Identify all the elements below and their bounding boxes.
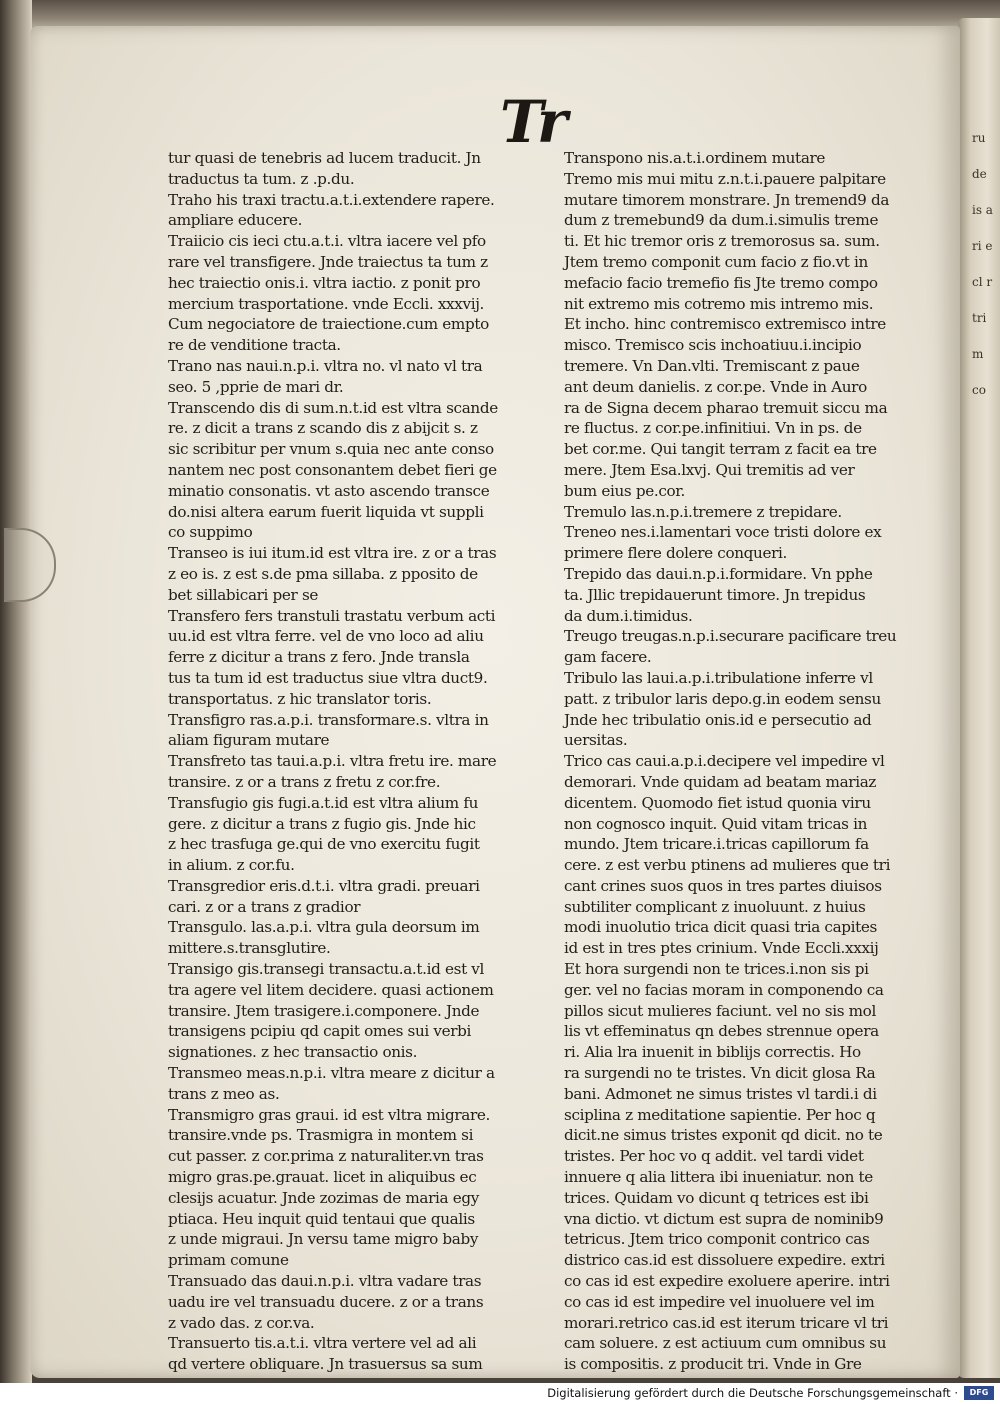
text-line: Transuerto tis.a.t.i. vltra vertere vel ad ali: [168, 1334, 477, 1353]
text-line: Transfreto tas taui.a.p.i. vltra fretu ire. mare: [168, 752, 497, 771]
text-line: transigens pcipiu qd capit omes sui verbi: [168, 1022, 472, 1041]
text-line: re de venditione tracta.: [168, 336, 341, 355]
text-line: subtiliter complicant z inuoluunt. z huius: [564, 897, 866, 916]
text-line: transportatus. z hic translator toris.: [168, 689, 432, 708]
text-line: hec traiectio onis.i. vltra iactio. z ponit pro: [168, 273, 481, 292]
text-line: Transfugio gis fugi.a.t.id est vltra alium fu: [168, 793, 479, 812]
text-line: Jtem tremo componit cum facio z fio.vt in: [564, 252, 868, 271]
text-line: Transfigro ras.a.p.i. transformare.s. vltra in: [168, 710, 489, 729]
text-line: cere. z est verbu ptinens ad mulieres que tri: [564, 856, 891, 875]
text-line: ta. Jllic trepidauerunt timore. Jn trepidus: [564, 585, 866, 604]
text-line: in alium. z cor.fu.: [168, 856, 295, 875]
text-line: co cas id est expedire exoluere aperire. intri: [564, 1272, 890, 1291]
text-line: sic scribitur per vnum s.quia nec ante conso: [168, 440, 494, 459]
text-line: re. z dicit a trans z scando dis z abijcit s. z: [168, 419, 478, 438]
text-line: transire. Jtem trasigere.i.componere. Jnde: [168, 1001, 480, 1020]
text-line: signationes. z hec transactio onis.: [168, 1043, 418, 1062]
text-line: Transmeo meas.n.p.i. vltra meare z dicitur a: [168, 1064, 495, 1083]
text-line: Trico cas caui.a.p.i.decipere vel impedire vl: [564, 752, 885, 771]
text-line: tremere. Vn Dan.vlti. Tremiscant z paue: [564, 356, 860, 375]
text-line: Et hora surgendi non te trices.i.non sis pi: [564, 960, 869, 979]
text-line: nit extremo mis cotremo mis intremo mis.: [564, 294, 874, 313]
text-line: Transpono nis.a.t.i.ordinem mutare: [564, 149, 826, 167]
text-line: Traho his traxi tractu.a.t.i.extendere rapere.: [168, 190, 495, 209]
text-line: z eo is. z est s.de pma sillaba. z pposito de: [168, 564, 478, 583]
text-line: lis vt effeminatus qn debes strennue opera: [564, 1022, 879, 1041]
text-line: uersitas.: [564, 731, 628, 750]
text-line: ferre z dicitur a trans z fero. Jnde transla: [168, 648, 470, 667]
text-line: tur quasi de tenebris ad lucem traducit. Jn: [168, 149, 481, 167]
text-line: id est in tres ptes crinium. Vnde Eccli.xxxij: [564, 939, 879, 958]
text-line: migro gras.pe.grauat. licet in aliquibus ec: [168, 1168, 477, 1187]
text-line: tristes. Per hoc vo q addit. vel tardi videt: [564, 1147, 864, 1166]
text-line: districo cas.id est dissoluere expedire. extri: [564, 1251, 885, 1270]
facing-page-margin-fragment: ru de is a ri e cl r tri m co: [972, 131, 993, 397]
text-line: Transuado das daui.n.p.i. vltra vadare tras: [168, 1272, 482, 1291]
text-line: Et incho. hinc contremisco extremisco intre: [564, 315, 886, 334]
text-line: bet cor.me. Qui tangit terram z facit ea tre: [564, 440, 877, 459]
text-line: tetricus. Jtem trico componit contrico cas: [564, 1230, 870, 1249]
text-line: ger. vel no facias moram in componendo ca: [564, 980, 884, 999]
page-stack-left-edge: [0, 0, 32, 1404]
text-line: uadu ire vel transuadu ducere. z or a trans: [168, 1292, 484, 1311]
text-line: co suppimo: [168, 523, 253, 542]
text-line: Tremo mis mui mitu z.n.t.i.pauere palpitare: [564, 169, 886, 188]
text-line: uu.id est vltra ferre. vel de vno loco ad aliu: [168, 627, 484, 646]
text-line: cut passer. z cor.prima z naturaliter.vn tras: [168, 1147, 484, 1166]
text-line: trans z meo as.: [168, 1084, 280, 1103]
text-line: transire.vnde ps. Trasmigra in montem si: [168, 1126, 474, 1145]
text-line: seo. 5 ,pprie de mari dr.: [168, 377, 344, 396]
text-line: z hec trasfuga ge.qui de vno exercitu fugit: [168, 835, 480, 854]
text-line: ri. Alia lra inuenit in biblijs correctis. Ho: [564, 1043, 861, 1062]
text-line: vna dictio. vt dictum est supra de nominib9: [564, 1209, 884, 1228]
text-line: Jnde hec tribulatio onis.id e persecutio ad: [564, 710, 872, 729]
text-line: cari. z or a trans z gradior: [168, 897, 361, 916]
text-line: is compositis. z producit tri. Vnde in Gre: [564, 1355, 862, 1374]
text-line: mutare timorem monstrare. Jn tremend9 da: [564, 190, 890, 209]
text-line: tus ta tum id est traductus siue vltra duct9.: [168, 668, 488, 687]
text-line: dicit.ne simus tristes exponit qd dicit. no te: [564, 1126, 883, 1145]
text-line: z unde migraui. Jn versu tame migro baby: [168, 1230, 479, 1249]
text-line: minatio consonatis. vt asto ascendo transce: [168, 481, 490, 500]
text-line: gere. z dicitur a trans z fugio gis. Jnde hic: [168, 814, 476, 833]
text-line: modi inuolutio trica dicit quasi tria capites: [564, 918, 877, 937]
right-text-column: [564, 148, 944, 1375]
text-line: Treugo treugas.n.p.i.securare pacificare treu: [564, 627, 897, 646]
text-line: bani. Admonet ne simus tristes vl tardi.i di: [564, 1084, 877, 1103]
text-line: dum z tremebund9 da dum.i.simulis treme: [564, 211, 879, 230]
text-line: transire. z or a trans z fretu z cor.fre.: [168, 772, 441, 791]
text-line: Trepido das daui.n.p.i.formidare. Vn pphe: [564, 564, 873, 583]
text-line: Transigo gis.transegi transactu.a.t.id est vl: [168, 960, 485, 979]
text-line: cant crines suos quos in tres partes diuisos: [564, 876, 882, 895]
running-head-letters: Tr: [500, 88, 566, 156]
text-line: pillos sicut mulieres faciunt. vel no sis mol: [564, 1001, 876, 1020]
text-line: Transfero fers transtuli trastatu verbum acti: [168, 606, 496, 625]
text-line: ptiaca. Heu inquit quid tentaui que qualis: [168, 1209, 475, 1228]
text-line: innuere q alia littera ibi inueniatur. non te: [564, 1168, 873, 1187]
text-line: mere. Jtem Esa.lxvj. Qui tremitis ad ver: [564, 460, 855, 479]
text-line: sciplina z meditatione sapientie. Per hoc q: [564, 1105, 876, 1124]
text-line: non cognosco inquit. Quid vitam tricas in: [564, 814, 868, 833]
text-line: Transgulo. las.a.p.i. vltra gula deorsum im: [168, 918, 480, 937]
text-line: traductus ta tum. z .p.du.: [168, 169, 355, 188]
text-line: misco. Tremisco scis inchoatiuu.i.incipio: [564, 336, 862, 355]
text-line: mercium trasportatione. vnde Eccli. xxxvij.: [168, 294, 485, 313]
text-line: cam soluere. z est actiuum cum omnibus su: [564, 1334, 887, 1353]
text-line: primam comune: [168, 1251, 289, 1270]
text-line: trices. Quidam vo dicunt q tetrices est ibi: [564, 1188, 869, 1207]
text-line: Traiicio cis ieci ctu.a.t.i. vltra iacere vel pfo: [168, 232, 486, 251]
text-line: Transeo is iui itum.id est vltra ire. z or a tras: [168, 544, 497, 563]
text-line: tra agere vel litem decidere. quasi actionem: [168, 980, 494, 999]
text-line: do.nisi altera earum fuerit liquida vt suppli: [168, 502, 484, 521]
text-line: nantem nec post consonantem debet fieri ge: [168, 460, 497, 479]
digitization-credit: Digitalisierung gefördert durch die Deutsche Forschungsgemeinschaft ·: [547, 1386, 958, 1400]
text-line: Transcendo dis di sum.n.t.id est vltra scande: [168, 398, 498, 417]
text-line: Transgredior eris.d.t.i. vltra gradi. preuari: [168, 876, 480, 895]
text-line: qd vertere obliquare. Jn trasuersus sa sum: [168, 1355, 483, 1374]
text-line: ra de Signa decem pharao tremuit siccu ma: [564, 398, 888, 417]
text-line: re fluctus. z cor.pe.infinitiui. Vn in ps. de: [564, 419, 862, 438]
text-line: bet sillabicari per se: [168, 585, 319, 604]
text-line: mundo. Jtem tricare.i.tricas capillorum fa: [564, 835, 869, 854]
text-line: clesijs acuatur. Jnde zozimas de maria egy: [168, 1188, 479, 1207]
text-line: demorari. Vnde quidam ad beatam mariaz: [564, 772, 877, 791]
text-line: Treneo nes.i.lamentari voce tristi dolore ex: [564, 523, 882, 542]
text-line: morari.retrico cas.id est iterum tricare vl tri: [564, 1313, 889, 1332]
text-line: mefacio facio tremefio fis Jte tremo compo: [564, 273, 878, 292]
text-line: da dum.i.timidus.: [564, 606, 693, 625]
text-line: Tremulo las.n.p.i.tremere z trepidare.: [564, 502, 842, 521]
text-line: primere flere dolere conqueri.: [564, 544, 788, 563]
text-line: rare vel transfigere. Jnde traiectus ta tum z: [168, 252, 488, 271]
text-line: bum eius pe.cor.: [564, 481, 685, 500]
left-text-column: [168, 148, 558, 1375]
text-line: gam facere.: [564, 648, 652, 667]
text-line: ra surgendi no te tristes. Vn dicit glosa Ra: [564, 1064, 876, 1083]
text-line: z vado das. z cor.va.: [168, 1313, 315, 1332]
text-line: dicentem. Quomodo fiet istud quonia viru: [564, 793, 871, 812]
text-line: mittere.s.transglutire.: [168, 939, 331, 958]
text-line: ant deum danielis. z cor.pe. Vnde in Auro: [564, 377, 867, 396]
text-line: ti. Et hic tremor oris z tremorosus sa. sum.: [564, 232, 880, 251]
text-line: co cas id est impedire vel inuoluere vel im: [564, 1292, 875, 1311]
text-line: Trano nas naui.n.p.i. vltra no. vl nato vl tra: [168, 356, 483, 375]
text-line: ampliare educere.: [168, 211, 303, 230]
text-line: Tribulo las laui.a.p.i.tribulatione inferre vl: [564, 668, 873, 687]
text-line: Cum negociatore de traiectione.cum empto: [168, 315, 489, 334]
text-line: Transmigro gras graui. id est vltra migrare.: [168, 1105, 490, 1124]
text-line: patt. z tribulor laris depo.g.in eodem sensu: [564, 689, 881, 708]
text-line: aliam figuram mutare: [168, 731, 330, 750]
dfg-logo-icon: DFG: [964, 1386, 994, 1400]
